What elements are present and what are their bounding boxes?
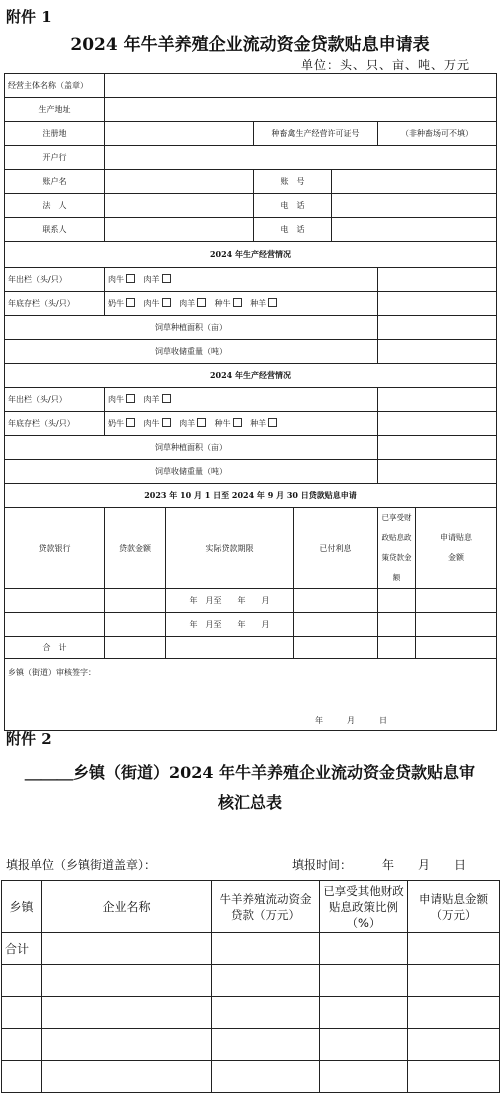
bank-label: 开户行 (5, 146, 105, 170)
loan-row (5, 613, 497, 637)
summary-title-line1: ＿＿＿乡镇（街道）2024 年牛羊养殖企业流动资金贷款贴息审 (24, 763, 476, 782)
loan-row-period[interactable]: 年 月至 年 月 (166, 613, 294, 637)
summary-row-company[interactable] (42, 997, 212, 1029)
loan-row-period[interactable]: 年 月至 年 月 (166, 589, 294, 613)
loan-enjoyed-header-line1: 已享受财政贴息政 (381, 513, 412, 542)
summary-header-ratio: 已享受其他财政贴息政策比例（%） (320, 881, 408, 933)
stock-cattle-checkbox[interactable] (162, 298, 171, 307)
entity-name-cell[interactable] (105, 74, 497, 98)
loan-apply-header (416, 508, 497, 589)
legal-cell[interactable] (105, 194, 254, 218)
contact-label: 联系人 (5, 218, 105, 242)
loan-total-apply[interactable] (416, 637, 497, 659)
stock-label-2: 年底存栏（头/只） (5, 412, 105, 436)
summary-title-line2: 核汇总表 (217, 793, 282, 812)
production-section-title-2: 2024 年生产经营情况 (5, 364, 497, 388)
loan-total-amount[interactable] (105, 637, 166, 659)
review-signature-cell[interactable] (5, 659, 497, 731)
summary-row-town[interactable] (2, 1029, 42, 1061)
stock-breed-cattle-label: 种牛 (214, 299, 231, 308)
stock-cattle-label: 肉牛 (143, 299, 160, 308)
summary-row-apply[interactable] (408, 1029, 500, 1061)
stock-dairy-checkbox[interactable] (126, 298, 135, 307)
address-cell[interactable] (105, 98, 497, 122)
stock-breed-sheep-label: 种羊 (250, 299, 267, 308)
registered-label: 注册地 (5, 122, 105, 146)
forage-area-label-2: 饲草种植面积（亩） (5, 436, 378, 460)
stock-sheep-checkbox-2[interactable] (197, 418, 206, 427)
loan-row-apply[interactable] (416, 613, 497, 637)
summary-row-company[interactable] (42, 1061, 212, 1093)
summary-row-loan[interactable] (212, 1061, 320, 1093)
loan-bank-header: 贷款银行 (5, 508, 105, 589)
attachment-1-label: 附件 1 (6, 8, 52, 26)
summary-total-label: 合计 (2, 933, 42, 965)
forage-storage-label-2: 饲草收储重量（吨） (5, 460, 378, 484)
annual-output-value-2[interactable] (378, 388, 497, 412)
summary-row-town[interactable] (2, 1061, 42, 1093)
annual-output-label: 年出栏（头/只） (5, 268, 105, 292)
loan-total-label: 合 计 (5, 637, 105, 659)
summary-row-loan[interactable] (212, 1029, 320, 1061)
review-label: 乡镇（街道）审核签字： (8, 668, 96, 677)
stock-breed-cattle-checkbox-2[interactable] (233, 418, 242, 427)
loan-row-bank[interactable] (5, 613, 105, 637)
table-row (2, 997, 500, 1029)
form-title: 2024 年牛羊养殖企业流动资金贷款贴息申请表 (70, 35, 430, 55)
summary-row-loan[interactable] (212, 965, 320, 997)
summary-row-apply[interactable] (408, 1061, 500, 1093)
out-cattle-label: 肉牛 (108, 275, 124, 284)
account-name-label: 账户名 (5, 170, 105, 194)
loan-row-enjoyed[interactable] (378, 589, 416, 613)
fill-unit-label: 填报单位（乡镇街道盖章）： (6, 858, 157, 872)
loan-total-paid[interactable] (294, 637, 378, 659)
forage-area-value-2[interactable] (378, 436, 497, 460)
contact-phone-label: 电 话 (254, 218, 332, 242)
table-row (2, 1029, 500, 1061)
summary-header-company: 企业名称 (42, 881, 212, 933)
summary-total-apply[interactable] (408, 933, 500, 965)
attachment-2-label: 附件 2 (6, 730, 52, 748)
summary-header-loan: 牛羊养殖流动资金贷款（万元） (212, 881, 320, 933)
stock-breed-sheep-checkbox-2[interactable] (268, 418, 277, 427)
table-row (2, 1061, 500, 1093)
loan-apply-header-line1: 申请贴息 (440, 533, 472, 542)
loan-row-amount[interactable] (105, 613, 166, 637)
stock-breed-cattle-label-2: 种牛 (214, 419, 231, 428)
forage-storage-label: 饲草收储重量（吨） (5, 340, 378, 364)
contact-phone-cell[interactable] (332, 218, 497, 242)
loan-row-apply[interactable] (416, 589, 497, 613)
contact-cell[interactable] (105, 218, 254, 242)
stock-sheep-label-2: 肉羊 (179, 419, 196, 428)
forage-storage-value-2[interactable] (378, 460, 497, 484)
out-cattle-label-2: 肉牛 (108, 395, 124, 404)
stock-cell-2 (105, 412, 378, 436)
stock-value-2[interactable] (378, 412, 497, 436)
loan-section-title: 2023 年 10 月 1 日至 2024 年 9 月 30 日贷款贴息申请 (5, 484, 497, 508)
loan-row-amount[interactable] (105, 589, 166, 613)
loan-amount-header: 贷款金额 (105, 508, 166, 589)
summary-row-ratio[interactable] (320, 965, 408, 997)
summary-row-company[interactable] (42, 1029, 212, 1061)
stock-breed-sheep-checkbox[interactable] (268, 298, 277, 307)
summary-header-apply: 申请贴息金额（万元） (408, 881, 500, 933)
forage-storage-value[interactable] (378, 340, 497, 364)
loan-apply-header-line2: 金额 (448, 553, 464, 562)
loan-total-period[interactable] (166, 637, 294, 659)
stock-label: 年底存栏（头/只） (5, 292, 105, 316)
loan-row-bank[interactable] (5, 589, 105, 613)
summary-row-loan[interactable] (212, 997, 320, 1029)
loan-total-row (5, 637, 497, 659)
stock-dairy-label: 奶牛 (108, 299, 124, 308)
loan-enjoyed-header (378, 508, 416, 589)
loan-paid-header: 已付利息 (294, 508, 378, 589)
annual-output-cell (105, 268, 378, 292)
stock-sheep-label: 肉羊 (179, 299, 196, 308)
stock-cattle-checkbox-2[interactable] (162, 418, 171, 427)
summary-header-town: 乡镇 (2, 881, 42, 933)
summary-row-apply[interactable] (408, 997, 500, 1029)
summary-table (1, 880, 500, 1093)
annual-output-value[interactable] (378, 268, 497, 292)
bank-cell[interactable] (105, 146, 497, 170)
fill-time-label: 填报时间： 年 月 日 (292, 858, 467, 872)
forage-area-value[interactable] (378, 316, 497, 340)
stock-cattle-label-2: 肉牛 (143, 419, 160, 428)
out-sheep-label-2: 肉羊 (143, 395, 160, 404)
unit-note: 单位：头、只、亩、吨、万元 (300, 58, 470, 72)
stock-breed-sheep-label-2: 种羊 (250, 419, 267, 428)
loan-row (5, 589, 497, 613)
stock-value[interactable] (378, 292, 497, 316)
application-table (4, 73, 497, 731)
table-row (2, 965, 500, 997)
summary-row-town[interactable] (2, 997, 42, 1029)
legal-phone-label: 电 话 (254, 194, 332, 218)
out-cattle-checkbox[interactable] (126, 274, 135, 283)
loan-total-enjoyed[interactable] (378, 637, 416, 659)
account-no-label: 账 号 (254, 170, 332, 194)
registered-cell[interactable] (105, 122, 254, 146)
legal-phone-cell[interactable] (332, 194, 497, 218)
stock-breed-cattle-checkbox[interactable] (233, 298, 242, 307)
summary-total-ratio[interactable] (320, 933, 408, 965)
annual-output-cell-2 (105, 388, 378, 412)
out-sheep-label: 肉羊 (143, 275, 160, 284)
forage-area-label: 饲草种植面积（亩） (5, 316, 378, 340)
stock-sheep-checkbox[interactable] (197, 298, 206, 307)
summary-row-town[interactable] (2, 965, 42, 997)
summary-total-company[interactable] (42, 933, 212, 965)
loan-period-header: 实际贷款期限 (166, 508, 294, 589)
loan-row-enjoyed[interactable] (378, 613, 416, 637)
license-note: （非种畜场可不填） (378, 122, 497, 146)
out-cattle-checkbox-2[interactable] (126, 394, 135, 403)
out-sheep-checkbox-2[interactable] (162, 394, 171, 403)
account-name-cell[interactable] (105, 170, 254, 194)
license-label: 种畜禽生产经营许可证号 (254, 122, 378, 146)
legal-label: 法 人 (5, 194, 105, 218)
review-date: 年 月 日 (315, 716, 387, 725)
summary-row-ratio[interactable] (320, 1029, 408, 1061)
stock-dairy-label-2: 奶牛 (108, 419, 124, 428)
stock-dairy-checkbox-2[interactable] (126, 418, 135, 427)
address-label: 生产地址 (5, 98, 105, 122)
summary-total-row (2, 933, 500, 965)
production-section-title: 2024 年生产经营情况 (5, 242, 497, 268)
entity-name-label: 经营主体名称（盖章） (5, 74, 105, 98)
summary-row-apply[interactable] (408, 965, 500, 997)
summary-row-ratio[interactable] (320, 997, 408, 1029)
summary-row-company[interactable] (42, 965, 212, 997)
annual-output-label-2: 年出栏（头/只） (5, 388, 105, 412)
loan-enjoyed-header-line2: 策贷款金额 (381, 553, 412, 582)
loan-row-paid[interactable] (294, 613, 378, 637)
account-no-cell[interactable] (332, 170, 497, 194)
stock-cell (105, 292, 378, 316)
loan-row-paid[interactable] (294, 589, 378, 613)
summary-row-ratio[interactable] (320, 1061, 408, 1093)
out-sheep-checkbox[interactable] (162, 274, 171, 283)
summary-total-loan[interactable] (212, 933, 320, 965)
